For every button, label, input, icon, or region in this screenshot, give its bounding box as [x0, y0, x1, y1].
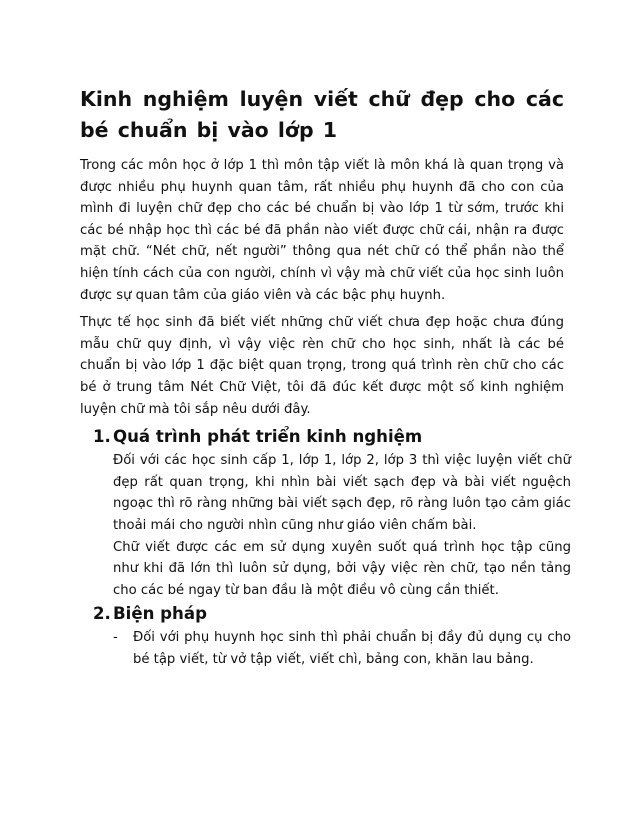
document-page: [80, 84, 571, 670]
section-2: [93, 603, 571, 670]
intro-paragraph-2: Thực tế học sinh đã biết viết những chữ viết chưa đẹp hoặc chưa đúng mẫu chữ quy định, vì vậy việc rèn chữ cho học sinh, nhất là các bé chuẩn bị vào lớp 1 đặc biệt quan trọng, trong quá trình rèn chữ cho các bé ở trung tâm Nét Chữ Việt, tôi đã đúc kết được một số kinh nghiệm luyện chữ mà tôi sắp nêu dưới đây.: [80, 315, 564, 417]
section-1-number: 1.: [93, 427, 111, 447]
section-2-body: [113, 627, 571, 670]
bullet-text: Đối với phụ huynh học sinh thì phải chuẩn bị đầy đủ dụng cụ cho bé tập viết, từ vở tập viết, viết chì, bảng con, khăn lau bảng.: [133, 630, 571, 667]
intro-paragraph-1: Trong các môn học ở lớp 1 thì môn tập viết là môn khá là quan trọng và được nhiều phụ huynh quan tâm, rất nhiều phụ huynh đã cho con của mình đi luyện chữ đẹp cho các bé chuẩn bị vào lớp 1 từ sớm, trước khi các bé nhập học thì các bé đã phần nào viết được chữ cái, nhận ra được mặt chữ. “Nét chữ, nết người” thông qua nét chữ có thể phần nào thể hiện tính cách của con người, chính vì vậy mà chữ viết của học sinh luôn được sự quan tâm của giáo viên và các bậc phụ huynh.: [80, 158, 564, 303]
section-1-title: Quá trình phát triển kinh nghiệm: [113, 427, 423, 447]
section-2-title: Biện pháp: [113, 604, 207, 624]
section-2-heading: [93, 603, 564, 625]
section-1-body: [113, 450, 571, 601]
document-title: Kinh nghiệm luyện viết chữ đẹp cho các bé chuẩn bị vào lớp 1: [80, 87, 564, 142]
section-1-paragraph-1: Đối với các học sinh cấp 1, lớp 1, lớp 2, lớp 3 thì việc luyện viết chữ đẹp rất quan trọng, khi nhìn bài viết sạch đẹp và bài viết nguệch ngoạc thì rõ ràng những bài viết sạch đẹp, rõ ràng luôn tạo cảm giác thoải mái cho người nhìn cũng như giáo viên chấm bài.: [113, 453, 571, 533]
section-1-paragraph-2: Chữ viết được các em sử dụng xuyên suốt quá trình học tập cũng như khi đã lớn thì luôn sử dụng, bởi vậy việc rèn chữ, tạo nền tảng cho các bé ngay từ ban đầu là một điều vô cùng cần thiết.: [113, 539, 571, 598]
section-2-number: 2.: [93, 604, 111, 624]
section-1-heading: [93, 426, 564, 448]
list-item: [113, 627, 571, 670]
bullet-dash: -: [113, 630, 118, 646]
section-1: [93, 426, 571, 601]
